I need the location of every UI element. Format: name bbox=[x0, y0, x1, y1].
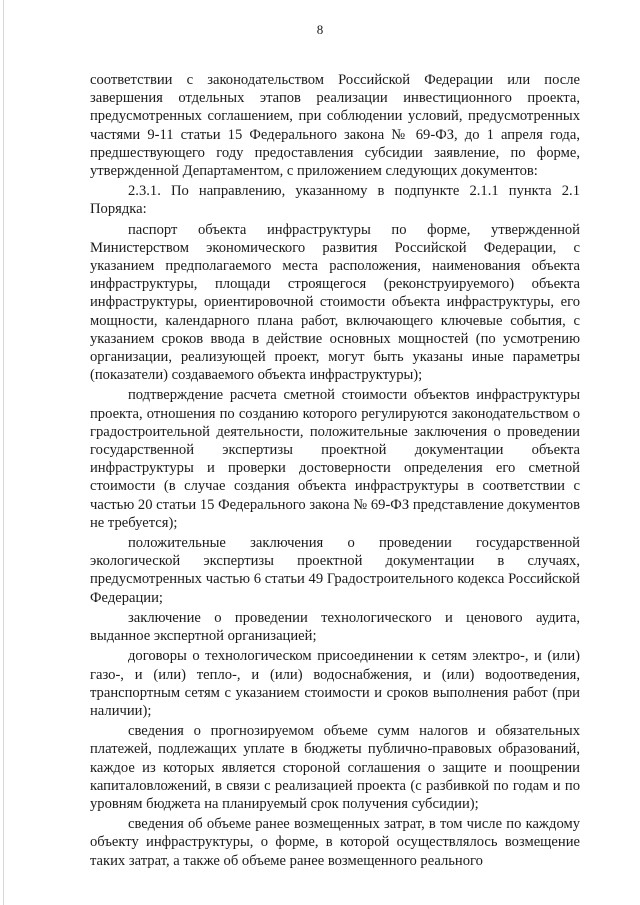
paragraph-estimated-cost-confirmation: подтверждение расчета сметной стоимости объектов инфраструктуры проекта, отношения по созданию которого регулируются законодательством о градостроительной деятельности, положительные заключения о проведении государственной экспертизы проектной документации объекта инфраструктуры и проверки достоверности определения его сметной стоимости (в случае создания объекта инфраструктуры в соответствии с частью 20 статьи 15 Федерального закона № 69-ФЗ представление документов не требуется); bbox=[90, 387, 580, 531]
document-body bbox=[90, 71, 580, 872]
paragraph-reimbursed-costs: сведения об объеме ранее возмещенных затрат, в том числе по каждому объекту инфраструктуры, о форме, в которой осуществлялось возмещение таких затрат, а также об объеме ранее возмещенного реального bbox=[90, 816, 580, 869]
page-number: 8 bbox=[316, 22, 324, 37]
paragraph-subclause-2-3-1: 2.3.1. По направлению, указанному в подпункте 2.1.1 пункта 2.1 Порядка: bbox=[90, 183, 580, 218]
paragraph-tax-forecast: сведения о прогнозируемом объеме сумм налогов и обязательных платежей, подлежащих уплате в бюджеты публично-правовых образований, каждое из которых является стороной соглашения о защите и поощрении капиталовложений, в связи с реализацией проекта (с разбивкой по годам и по уровням бюджета на планируемый срок получения субсидии); bbox=[90, 723, 580, 812]
paragraph-ecological-expertise: положительные заключения о проведении государственной экологической экспертизы проектной документации в случаях, предусмотренных частью 6 статьи 49 Градостроительного кодекса Российской Федерации; bbox=[90, 535, 580, 606]
paragraph-connection-contracts: договоры о технологическом присоединении к сетям электро-, и (или) газо-, и (или) тепло-, и (или) водоснабжения, и (или) водоотведения, транспортным сетям с указанием стоимости и сроков выполнения работ (при наличии); bbox=[90, 648, 580, 719]
scan-edge-line bbox=[3, 0, 4, 905]
paragraph-technological-audit: заключение о проведении технологического и ценового аудита, выданное экспертной организацией; bbox=[90, 609, 580, 645]
paragraph-infrastructure-passport: паспорт объекта инфраструктуры по форме, утвержденной Министерством экономического развития Российской Федерации, с указанием предполагаемого места расположения, наименования объекта инфраструктуры, площади строящегося (реконструируемого) объекта инфраструктуры, ориентировочной стоимости объекта инфраструктуры, его мощности, календарного плана работ, включающего ключевые события, с указанием сроков ввода в действие основных мощностей (по усмотрению организации, реализующей проект, могут быть указаны иные параметры (показатели) создаваемого объекта инфраструктуры); bbox=[90, 221, 580, 384]
paragraph-continuation: соответствии с законодательством Российской Федерации или после завершения отдельных этапов реализации инвестиционного проекта, предусмотренных соглашением, при соблюдении условий, предусмотренных частями 9-11 статьи 15 Федерального закона № 69-ФЗ, до 1 апреля года, предшествующего году предоставления субсидии заявление, по форме, утвержденной Департаментом, с приложением следующих документов: bbox=[90, 72, 580, 180]
